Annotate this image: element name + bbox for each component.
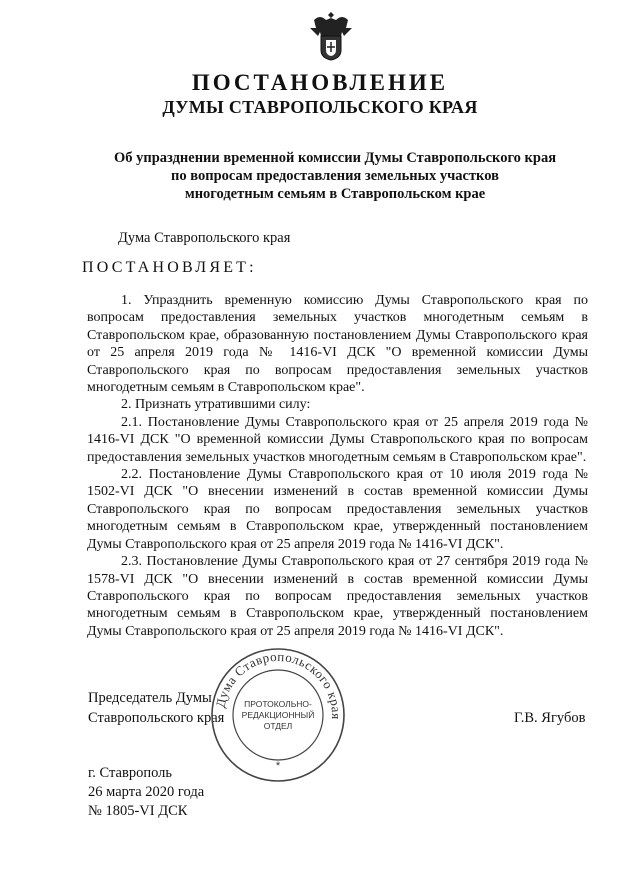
position-line: Ставропольского края — [88, 710, 225, 726]
paragraph-2-3: 2.3. Постановление Думы Ставропольского края от 27 сентября 2019 года № 1578-VI ДСК "О внесении изменений в состав временной комиссии Думы Ставропольского края по вопросам предоставления земельных участков многодетным семьям в Ставропольском крае, утвержденный постановлением Думы Ставропольского края от 25 апреля 2019 года № 1416-VI ДСК". — [87, 554, 588, 639]
paragraph-2-2: 2.2. Постановление Думы Ставропольского края от 10 июля 2019 года № 1502-VI ДСК "О внесении изменений в состав временной комиссии Думы Ставропольского края по вопросам предоставления земельных участков многодетным семьям в Ставропольском крае, утвержденный постановлением Думы Ставропольского края от 25 апреля 2019 года № 1416-VI ДСК". — [87, 467, 588, 552]
paragraph-2: 2. Признать утратившими силу: — [121, 397, 311, 413]
signatory-position — [88, 688, 224, 728]
official-stamp — [208, 645, 348, 785]
document-footer — [88, 764, 204, 821]
stamp-center-line: ОТДЕЛ — [263, 721, 293, 731]
paragraph-1: 1. Упразднить временную комиссию Думы Ставропольского края по вопросам предоставления земельных участков многодетным семьям в Ставропольском крае, образованную постановлением Думы Ставропольского края от 25 апреля 2019 года № 1416-VI ДСК "О временной комиссии Думы Ставропольского края по вопросам предоставления земельных участков многодетным семьям в Ставропольском крае". — [87, 293, 588, 396]
stamp-star: * — [275, 760, 281, 772]
date-line: 26 марта 2020 года — [88, 784, 205, 800]
city-line: г. Ставрополь — [88, 765, 173, 781]
subject-line: Об упразднении временной комиссии Думы Ставропольского края — [113, 150, 557, 166]
subject-line: по вопросам предоставления земельных участков — [171, 168, 499, 184]
stamp-center-line: РЕДАКЦИОННЫЙ — [241, 710, 315, 720]
coat-of-arms-emblem — [306, 6, 356, 62]
paragraph-2-1: 2.1. Постановление Думы Ставропольского края от 25 апреля 2019 года № 1416-VI ДСК "О временной комиссии Думы Ставропольского края по вопросам предоставления земельных участков многодетным семьям в Ставропольском крае". — [87, 414, 588, 465]
intro-text: Дума Ставропольского края — [118, 230, 291, 246]
document-subject — [100, 149, 570, 203]
stamp-center-line: ПРОТОКОЛЬНО- — [244, 699, 312, 709]
subject-line: многодетным семьям в Ставропольском крае — [184, 186, 486, 202]
document-title: ПОСТАНОВЛЕНИЕ — [191, 70, 449, 95]
document-body — [87, 292, 588, 640]
number-line: № 1805-VI ДСК — [88, 803, 188, 819]
resolves-heading: ПОСТАНОВЛЯЕТ: — [82, 259, 257, 276]
stamp-ring-text: Дума Ставропольского края — [212, 648, 345, 720]
position-line: Председатель Думы — [88, 690, 212, 706]
signatory-name: Г.В. Ягубов — [514, 710, 586, 726]
issuer-title: ДУМЫ СТАВРОПОЛЬСКОГО КРАЯ — [162, 97, 478, 117]
